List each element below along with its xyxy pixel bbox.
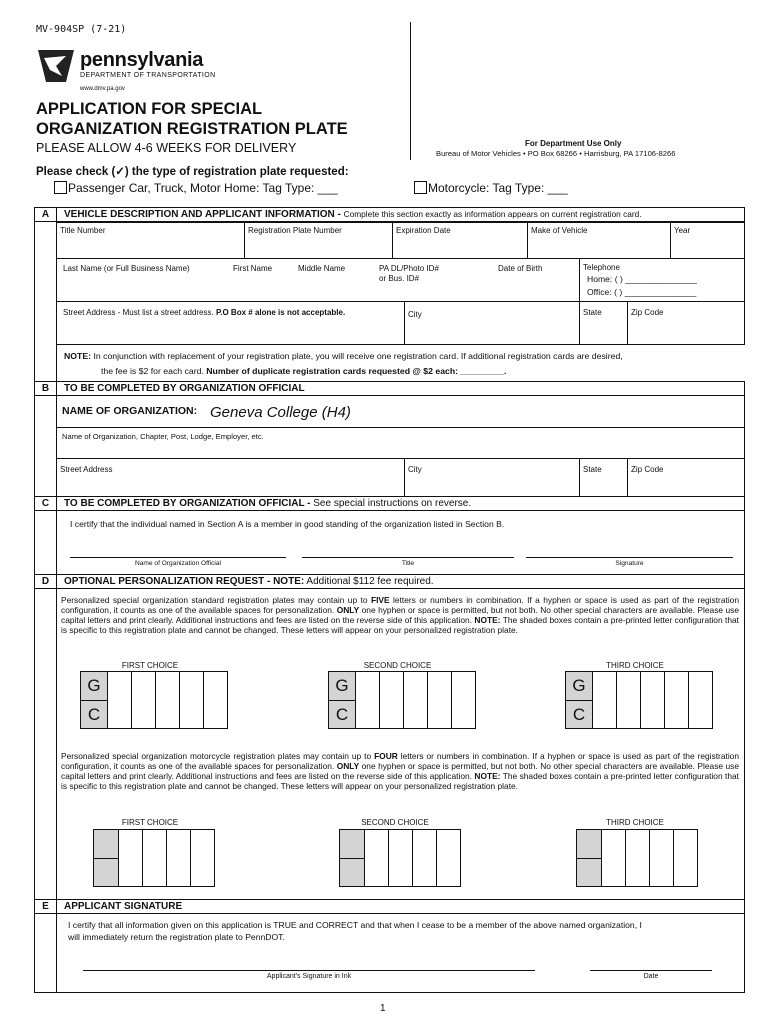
std-second-choice-label: SECOND CHOICE xyxy=(363,661,432,670)
title-line1: APPLICATION FOR SPECIAL xyxy=(36,100,263,118)
org-zip-field[interactable]: Zip Code xyxy=(627,458,745,497)
section-d-left-rule xyxy=(34,589,35,900)
org-name-value[interactable]: Geneva College (H4) xyxy=(210,404,351,421)
plate-char-box[interactable] xyxy=(131,672,155,728)
official-signature-line[interactable] xyxy=(526,557,733,558)
section-b-header xyxy=(34,381,745,396)
section-e-title: APPLICANT SIGNATURE xyxy=(64,901,183,912)
section-c-inner-rule xyxy=(56,511,57,575)
applicant-signature-line[interactable] xyxy=(83,970,535,971)
plate-prefix-letter: G xyxy=(81,672,107,700)
plate-prefix-letter: C xyxy=(566,700,592,728)
dept-use-title: For Department Use Only xyxy=(525,139,622,148)
plate-prefix-box xyxy=(340,858,364,886)
expiration-date-field[interactable]: Expiration Date xyxy=(392,222,528,259)
title-number-field[interactable]: Title Number xyxy=(56,222,245,259)
plate-type-prompt: Please check (✓) the type of registration plate requested: xyxy=(36,166,349,178)
plate-char-box[interactable] xyxy=(436,830,460,886)
duplicate-card-fee: the fee is $2 for each card. Number of duplicate registration cards requested @ $2 each: _________. xyxy=(101,366,507,376)
allow-note: PLEASE ALLOW 4-6 WEEKS FOR DELIVERY xyxy=(36,141,297,155)
car-checkbox[interactable] xyxy=(54,181,67,194)
telephone-label: Telephone xyxy=(583,263,620,272)
section-c-title: TO BE COMPLETED BY ORGANIZATION OFFICIAL - xyxy=(64,498,314,509)
state-field[interactable]: State xyxy=(579,301,628,345)
section-e-inner-rule xyxy=(56,914,57,992)
header-divider xyxy=(410,22,411,160)
plate-prefix-letter: G xyxy=(566,672,592,700)
org-city-field[interactable]: City xyxy=(404,458,580,497)
official-title-caption: Title xyxy=(401,560,415,567)
official-name-caption: Name of Organization Official xyxy=(134,560,221,567)
motorcycle-checkbox[interactable] xyxy=(414,181,427,194)
zip-field[interactable]: Zip Code xyxy=(627,301,745,345)
plate-char-box[interactable] xyxy=(379,672,403,728)
first-name-label: First Name xyxy=(233,264,273,273)
plate-char-box[interactable] xyxy=(592,672,616,728)
plate-option-motorcycle[interactable] xyxy=(414,181,568,195)
signature-date-caption: Date xyxy=(643,973,659,980)
duplicate-card-note: NOTE: In conjunction with replacement of your registration plate, you will receive one registration card. If additional registration cards are desired, xyxy=(64,351,623,361)
plate-char-box[interactable] xyxy=(403,672,427,728)
std-first-choice-label: FIRST CHOICE xyxy=(121,661,179,670)
last-name-label: Last Name (or Full Business Name) xyxy=(63,264,190,273)
mc-second-choice-grid[interactable] xyxy=(339,829,461,887)
plate-number-field[interactable]: Registration Plate Number xyxy=(244,222,393,259)
section-d-header xyxy=(34,574,745,589)
plate-char-box[interactable] xyxy=(412,830,436,886)
plate-prefix-box xyxy=(577,858,601,886)
section-a-subtitle: Complete this section exactly as information appears on current registration card. xyxy=(343,209,642,219)
plate-char-box[interactable] xyxy=(664,672,688,728)
official-signature-caption: Signature xyxy=(615,560,644,567)
plate-char-box[interactable] xyxy=(166,830,190,886)
plate-char-box[interactable] xyxy=(625,830,649,886)
section-c-right-rule xyxy=(744,511,745,575)
office-phone: Office: ( ) _______________ xyxy=(587,287,697,297)
keystone-logo-icon xyxy=(36,46,76,84)
plate-char-box[interactable] xyxy=(451,672,475,728)
plate-char-box[interactable] xyxy=(190,830,214,886)
section-e-bottom-rule xyxy=(34,992,745,993)
section-a-letter: A xyxy=(35,208,57,221)
plate-char-box[interactable] xyxy=(118,830,142,886)
plate-char-box[interactable] xyxy=(155,672,179,728)
plate-char-box[interactable] xyxy=(364,830,388,886)
car-option-label: Passenger Car, Truck, Motor Home: Tag Type: ___ xyxy=(68,181,338,195)
padl-label-2: or Bus. ID# xyxy=(379,274,420,283)
std-third-choice-grid[interactable] xyxy=(565,671,713,729)
city-field[interactable]: City xyxy=(404,301,580,345)
section-e-letter: E xyxy=(35,900,57,913)
mc-third-choice-label: THIRD CHOICE xyxy=(606,818,664,827)
dept-use-address: Bureau of Motor Vehicles • PO Box 68266 • Harrisburg, PA 17106-8266 xyxy=(436,149,676,158)
section-d-letter: D xyxy=(35,575,57,588)
applicant-signature-caption: Applicant's Signature in Ink xyxy=(266,973,352,980)
plate-char-box[interactable] xyxy=(427,672,451,728)
section-a-header xyxy=(34,207,745,222)
section-e-right-rule xyxy=(744,914,745,992)
page-number: 1 xyxy=(380,1003,386,1014)
home-phone: Home: ( ) _______________ xyxy=(587,274,697,284)
section-d-subtitle: Additional $112 fee required. xyxy=(304,576,434,587)
motorcycle-plate-instructions: Personalized special organization motorcycle registration plates may contain up to FOUR letters or numbers in combination. If a hyphen or space is used as part of the registration configuration, it counts as one of the available spaces for personalization. ONLY one hyphen or space is permitted, but not both. No other special characters are available. Please use capital letters and print clearly. Additional instructions and fees are listed on the reverse side of this application. NOTE: The shaded boxes contain a pre-printed letter configuration that is specific to this registration plate and cannot be changed. These letters will appear on your personalized registration plate. xyxy=(61,751,740,791)
plate-char-box[interactable] xyxy=(688,672,712,728)
dob-label: Date of Birth xyxy=(498,264,543,273)
plate-option-car[interactable] xyxy=(54,181,338,195)
section-a-title: VEHICLE DESCRIPTION AND APPLICANT INFORMATION - xyxy=(64,209,344,220)
plate-char-box[interactable] xyxy=(142,830,166,886)
standard-plate-instructions: Personalized special organization standard registration plates may contain up to FIVE letters or numbers in combination. If a hyphen or space is used as part of the registration configuration, it counts as one of the available spaces for personalization. ONLY one hyphen or space is permitted, but not both. No other special characters are available. Please use capital letters and print clearly. Additional instructions and fees are listed on the reverse side of this application. NOTE: The shaded boxes contain a pre-printed letter configuration that is specific to this registration plate and cannot be changed. These letters will appear on your personalized registration plate. xyxy=(61,595,740,635)
section-b-left-rule xyxy=(34,396,35,496)
mc-second-choice-label: SECOND CHOICE xyxy=(361,818,429,827)
section-e-left-rule xyxy=(34,914,35,992)
plate-prefix-box xyxy=(94,830,118,858)
padl-label-1: PA DL/Photo ID# xyxy=(379,264,439,273)
std-second-choice-grid[interactable] xyxy=(328,671,476,729)
plate-char-box[interactable] xyxy=(640,672,664,728)
section-e-header xyxy=(34,899,745,914)
official-name-line[interactable] xyxy=(70,557,286,558)
std-third-choice-label: THIRD CHOICE xyxy=(606,661,664,670)
plate-prefix-box xyxy=(94,858,118,886)
plate-char-box[interactable] xyxy=(388,830,412,886)
plate-prefix-letter: G xyxy=(329,672,355,700)
title-line2: ORGANIZATION REGISTRATION PLATE xyxy=(36,120,348,138)
plate-char-box[interactable] xyxy=(601,830,625,886)
org-street-field[interactable]: Street Address xyxy=(56,458,405,497)
logo-dept: DEPARTMENT OF TRANSPORTATION xyxy=(80,72,216,79)
plate-prefix-letter: C xyxy=(81,700,107,728)
plate-char-box[interactable] xyxy=(203,672,227,728)
street-address-field[interactable]: Street Address - Must list a street address. P.O Box # alone is not acceptable. xyxy=(56,301,405,345)
logo-name: pennsylvania xyxy=(80,49,204,71)
section-c-letter: C xyxy=(35,497,57,510)
telephone-field[interactable] xyxy=(579,258,745,302)
section-b-letter: B xyxy=(35,382,57,395)
year-field[interactable]: Year xyxy=(670,222,745,259)
mc-first-choice-label: FIRST CHOICE xyxy=(121,818,179,827)
org-name-label: NAME OF ORGANIZATION: xyxy=(62,405,198,417)
middle-name-label: Middle Name xyxy=(298,264,346,273)
mc-third-choice-grid[interactable] xyxy=(576,829,698,887)
std-first-choice-grid[interactable] xyxy=(80,671,228,729)
org-state-field[interactable]: State xyxy=(579,458,628,497)
motorcycle-option-label: Motorcycle: Tag Type: ___ xyxy=(428,181,568,195)
org-name-underline xyxy=(56,427,745,428)
plate-char-box[interactable] xyxy=(179,672,203,728)
logo-url: www.dmv.pa.gov xyxy=(80,86,125,92)
official-certification: I certify that the individual named in Section A is a member in good standing of the organization listed in Section B. xyxy=(70,519,505,529)
section-d-right-rule xyxy=(744,589,745,900)
signature-date-line[interactable] xyxy=(590,970,712,971)
section-c-left-rule xyxy=(34,511,35,575)
applicant-certification-2: will immediately return the registration plate to PennDOT. xyxy=(68,932,285,942)
plate-char-box[interactable] xyxy=(649,830,673,886)
official-title-line[interactable] xyxy=(302,557,514,558)
plate-prefix-box xyxy=(577,830,601,858)
make-field[interactable]: Make of Vehicle xyxy=(527,222,671,259)
plate-char-box[interactable] xyxy=(107,672,131,728)
plate-char-box[interactable] xyxy=(616,672,640,728)
section-c-header xyxy=(34,496,745,511)
applicant-certification-1: I certify that all information given on this application is TRUE and CORRECT and that when I cease to be a member of the above named organization, I xyxy=(68,920,642,930)
section-d-inner-rule xyxy=(56,589,57,900)
plate-char-box[interactable] xyxy=(673,830,697,886)
mc-first-choice-grid[interactable] xyxy=(93,829,215,887)
plate-prefix-box xyxy=(340,830,364,858)
section-a-left-rule xyxy=(34,222,35,397)
org-name-hint: Name of Organization, Chapter, Post, Lodge, Employer, etc. xyxy=(62,432,264,441)
section-c-subtitle: See special instructions on reverse. xyxy=(313,498,472,509)
section-b-title: TO BE COMPLETED BY ORGANIZATION OFFICIAL xyxy=(64,383,305,394)
plate-char-box[interactable] xyxy=(355,672,379,728)
plate-prefix-letter: C xyxy=(329,700,355,728)
form-id: MV-904SP (7-21) xyxy=(36,24,127,35)
section-d-title: OPTIONAL PERSONALIZATION REQUEST - NOTE: xyxy=(64,576,305,587)
